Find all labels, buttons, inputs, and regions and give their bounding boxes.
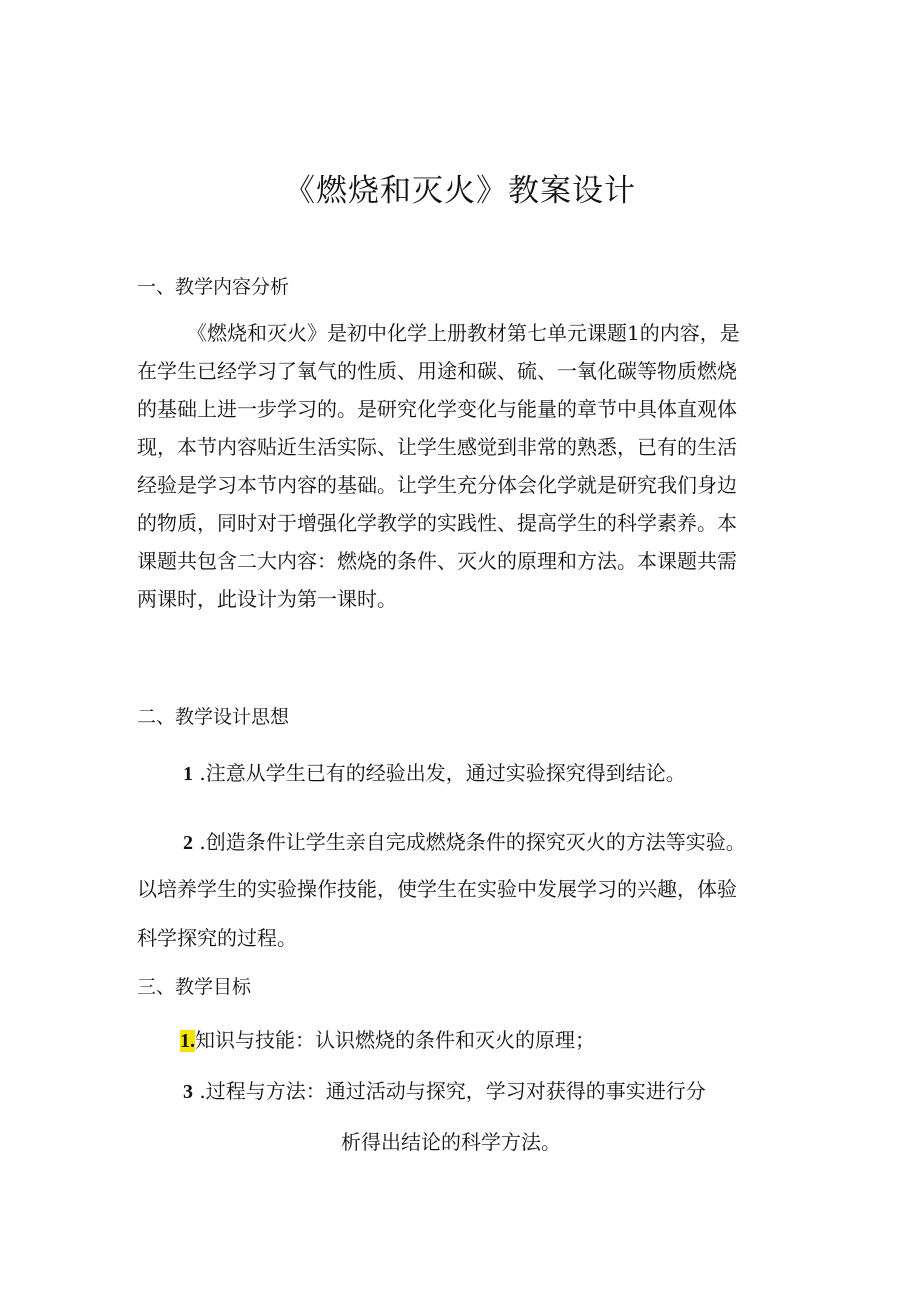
list-item-text: .注意从学生已有的经验出发，通过实验探究得到结论。 <box>199 761 686 785</box>
paragraph-line: 两课时，此设计为第一课时。 <box>137 587 397 611</box>
list-item <box>183 757 686 786</box>
list-item-text: 知识与技能：认识燃烧的条件和灭火的原理； <box>195 1028 595 1052</box>
paragraph-line: 课题共包含二大内容：燃烧的条件、灭火的原理和方法。本课题共需 <box>137 549 737 573</box>
document-title: 《燃烧和灭火》教案设计 <box>284 173 636 209</box>
paragraph-line: 的物质，同时对于增强化学教学的实践性、提高学生的科学素养。本 <box>137 511 737 535</box>
paragraph-line: 的基础上进一步学习的。是研究化学变化与能量的章节中具体直观体 <box>137 397 737 421</box>
paragraph-line: 在学生已经学习了氧气的性质、用途和碳、硫、一氧化碳等物质燃烧 <box>137 359 737 383</box>
list-item <box>183 1075 706 1104</box>
paragraph-line: 经验是学习本节内容的基础。让学生充分体会化学就是研究我们身边 <box>137 473 737 497</box>
section-heading-design-thinking: 二、教学设计思想 <box>137 706 290 728</box>
section-heading-content-analysis: 一、教学内容分析 <box>137 276 290 298</box>
list-item-text: .创造条件让学生亲自完成燃烧条件的探究灭火的方法等实验。 <box>199 830 746 854</box>
list-item-number: 2 <box>183 832 193 854</box>
list-item-continuation: 析得出结论的科学方法。 <box>341 1130 561 1154</box>
list-item-text: .过程与方法：通过活动与探究，学习对获得的事实进行分 <box>199 1079 706 1103</box>
list-item <box>183 826 746 855</box>
list-item-number-highlighted: 1. <box>180 1030 195 1052</box>
list-item-continuation: 以培养学生的实验操作技能，使学生在实验中发展学习的兴趣，体验 <box>137 877 737 901</box>
section-heading-objectives: 三、教学目标 <box>137 976 252 998</box>
paragraph-line: 现，本节内容贴近生活实际、让学生感觉到非常的熟悉，已有的生活 <box>137 435 737 459</box>
list-item-continuation: 科学探究的过程。 <box>137 926 297 950</box>
content-analysis-paragraph <box>137 314 797 618</box>
list-item-number: 3 <box>183 1081 193 1103</box>
list-item <box>180 1024 595 1053</box>
paragraph-line: 《燃烧和灭火》是初中化学上册教材第七单元课题1的内容，是 <box>187 321 740 345</box>
list-item-number: 1 <box>183 763 193 785</box>
